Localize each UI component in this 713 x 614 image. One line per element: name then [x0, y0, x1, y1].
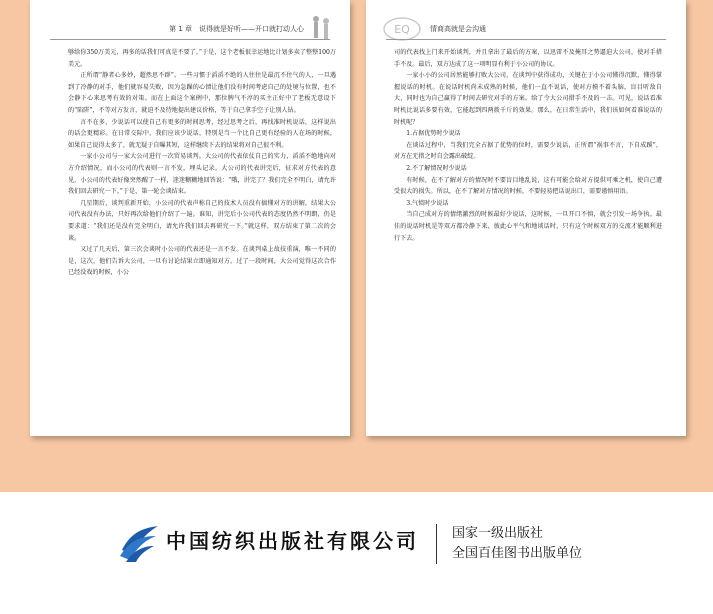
paragraph: 够给你350万美元，再多的话我们可真是不要了。”于是，这个老板很幸运地比计划多卖了整整100万美元。 [68, 49, 336, 68]
eq-label: EQ [394, 23, 410, 36]
paragraph: 有时候，在不了解对方的情况时不要盲目地乱说，这有可能会给对方提供可乘之机，使自己遭受很大的损失。所以，在不了解对方情况的时候，不要轻易把话说出口，需要谨慎用语。 [394, 176, 662, 196]
paragraph: 正所谓“静者心多妙，超然思不群”。一些习惯于滔滔不绝的人往往是最沉不住气的人，一旦遇到了冷静的对手，他们就容易失败，因为急躁的心情让他们没有时间考虑自己的处境与位置，也不会静下心来思考有效的对策。而在上面这个案例中，那位脾气不淳的买主正好中了老板无意设下的“陷阱”，不等对方发言，就迫不及待地提出建议价格，等于自己拿手空子让别人钻。 [68, 72, 336, 114]
publisher-tagline-2: 全国百佳图书出版单位 [452, 546, 583, 561]
subheading: 2.不了解情况时少说话 [406, 164, 467, 172]
right-page-header [366, 14, 686, 40]
left-page-header-rule [50, 39, 330, 40]
left-page-header [30, 14, 350, 40]
paragraph: 又过了几天后，第三次会谈时小公司的代表还是一言不发。在谈判桌上故技重演，唯一不同的是，这次，他们告诉大公司，一旦有讨论结果立即通知对方。过了一段时间，大公司觉得这次合作已经没戏的时候，小公 [68, 246, 336, 277]
publisher-tagline-1: 国家一级出版社 [452, 526, 544, 541]
publisher-name: 中国纺织出版社有限公司 [166, 529, 419, 553]
left-page-body [68, 47, 336, 279]
right-page-body [394, 47, 662, 244]
paragraph: 司的代表找上门来开始谈判，并且拿出了最后的方案，以迅雷不及掩耳之势逼迫大公司，使对手措手不及。最后，双方达成了这一项明显有利于小公司的协议。 [394, 49, 662, 68]
left-page-header-title: 第 1 章 说得就是好听——开口就打动人心 [169, 25, 304, 33]
paragraph: 一家小小的公司居然能够打败大公司，在谈判中获得成功，关键在于小公司懂得沉默，懂得掌握说话的时机。在说话时机尚未成熟的时候，他们一直不说话，使对方摸不着头脑，盲目听敌自大，同时也为自己赢得了时间去研究对手的方案。给了令大公司措手不及的一击。可见，说话看准时机比说话多要有效，它能起到四两拨千斤的效果。那么，在日常生活中，我们该如何看准说话的时机呢？ [394, 72, 662, 126]
subheading: 3.气愤时少说话 [406, 199, 449, 207]
publisher-logo-icon [118, 520, 162, 564]
paragraph: 言不在多，少说话可以使自己有更多的时间思考，经过思考之后，再找准时机说话，这样说出的话会更精彩。在日常交际中，我们应该少说话，特别是当一个比自己更有经验的人在场的时候，如果自己说得太多了，就无疑于自曝其短，这样继续下去的结果将对自己很不利。 [68, 118, 336, 149]
right-page-header-rule [386, 39, 666, 40]
paragraph: 几星期后，谈判重新开始，小公司的代表声称自己的技术人员没有搞懂对方的讲解，结果大公司代表没有办法，只好再次给他们介绍了一遍。谁知，讲完后小公司代表的态度仍然不明朗，仍是要求道：“我们还是没有完全明白，请允许我们回去再研究一下。”就这样，双方结束了第二次的会谈。 [68, 199, 336, 242]
paragraph: 当自己成对方的情绪激烈的时候最好少说话，这时候，一旦开口不慎，就会引发一场争执。最佳的说话时机是等双方都冷静下来、彼此心平气和地谈话时，只有这个时候双方的交流才能顺利进行下去。 [394, 211, 662, 242]
left-page [30, 0, 350, 436]
paragraph: 在谈话过程中，当我们完全占据了优势的位时，需要少说话，正所谓“祸事不言，下自成蹊”，对方在无措之时自会露出破绽。 [394, 141, 662, 161]
subheading: 1.占据优势时少说话 [406, 130, 461, 138]
right-page-header-title: 情商高就是会沟通 [430, 25, 486, 33]
right-page [366, 0, 686, 436]
footer-divider [436, 524, 437, 564]
paragraph: 一家小公司与一家大公司进行一次贸易谈判。大公司的代表依仗自己的实力，滔滔不绝地向对方介绍情况，而小公司的代表则一言不发，埋头记录。大公司的代表讲完后，征求对方代表的意见，小公司的代表好像突然醒了一样，迷迷糊糊地回答说：“哦，讲完了？我们完全不明白，请允许我们回去研究一下。”于是，第一轮会谈结束。 [68, 153, 336, 196]
